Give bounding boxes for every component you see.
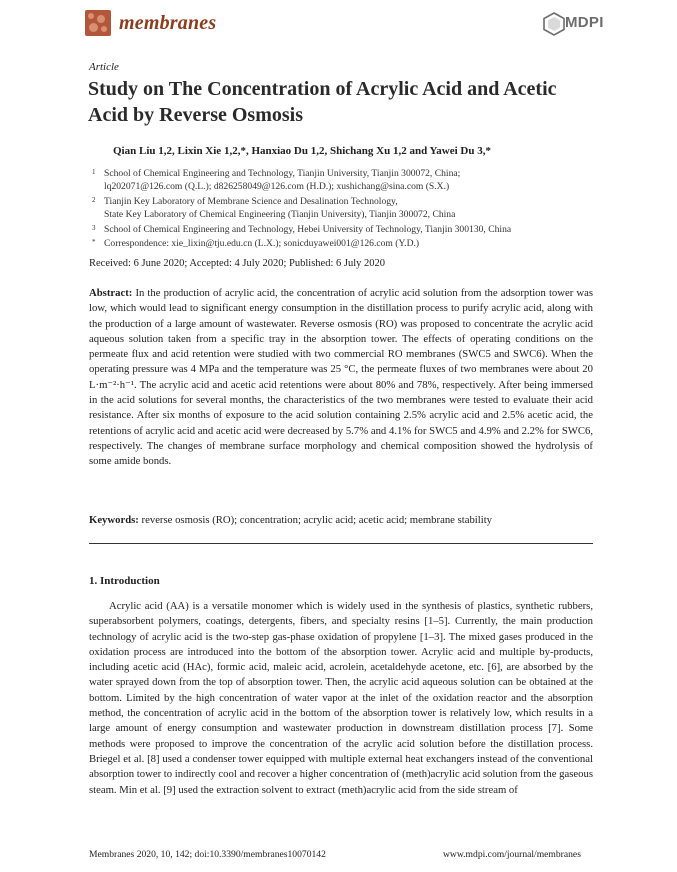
affiliation-line: School of Chemical Engineering and Technology, Tianjin University, Tianjin 300072, China; xyxy=(104,168,461,179)
abstract-text: In the production of acrylic acid, the concentration of acrylic acid solution from the adsorption tower was low, which would lead to significant energy consumption in the distillation process to purify acrylic acid, along with the production of a large amount of wastewater. Reverse osmosis (RO) was proposed to concentrate the acrylic acid aqueous solution taken from a specific tray in the absorption tower. The effects of operating conditions on the permeate flux and acid retention were studied with two commercial RO membranes (SWC5 and SWC6). When the operating pressure was 4 MPa and the temperature was 25 °C, the permeate fluxes of two membranes were about 20 L·m⁻²·h⁻¹. The acrylic acid and acetic acid retentions were about 80% and 78%, respectively. After being immersed in the acid solutions for several months, the characteristics of the two membranes were tested to evaluate their acid resistance. After six months of exposure to the acid solution containing 2.5% acrylic acid and 2.5% acetic acid, the retentions of acrylic acid and acetic acid were decreased by 5.7% and 4.1% for SWC5 and 4.9% and 2.2% for SWC6, respectively. The changes of membrane surface morphology and chemical composition showed the hydrolysis of some amide bonds. xyxy=(89,287,593,468)
affiliation-line: lq202071@126.com (Q.L.); d826258049@126.com (H.D.); xushichang@sina.com (S.X.) xyxy=(104,181,450,193)
article-type: Article xyxy=(89,61,119,73)
abstract xyxy=(89,286,593,470)
affiliation-number: 1 xyxy=(92,168,96,176)
keywords xyxy=(89,514,593,526)
keywords-label: Keywords: xyxy=(89,514,139,526)
footer-url[interactable]: www.mdpi.com/journal/membranes xyxy=(443,849,581,860)
affiliation-1 xyxy=(92,167,461,193)
journal-name: membranes xyxy=(119,12,217,34)
publisher-name: MDPI xyxy=(565,14,604,31)
correspondence-line: Correspondence: xie_lixin@tju.edu.cn (L.X.); sonicduyawei001@126.com (Y.D.) xyxy=(104,238,420,249)
section-heading: 1. Introduction xyxy=(89,575,160,587)
author-list: Qian Liu 1,2, Lixin Xie 1,2,*, Hanxiao Du 1,2, Shichang Xu 1,2 and Yawei Du 3,* xyxy=(113,145,491,157)
intro-paragraph: Acrylic acid (AA) is a versatile monomer which is widely used in the synthesis of plastics, synthetic rubbers, superabsorbent polymers, coatings, detergents, fibers, and specialty resins [1–5]. Currently, the main production technology of acrylic acid is the two-step gas-phase oxidation of propylene [1–3]. The mixed gases produced in the oxidation process are introduced into the bottom of the absorption tower. Acrylic acid and multiple by-products, including acetic acid (HAc), formic acid, maleic acid, acrolein, acetaldehyde acetone, etc. [6], are absorbed by the water sprayed down from the top of absorption tower. Then, the acrylic acid aqueous solution can be obtained at the bottom. Limited by the high concentration of water vapor at the inlet of the oxidation reactor and the absorption method, the concentration of acrylic acid in the bottom of the absorption tower is relatively low, which results in a large amount of energy consumption and wastewater production in downstream distillation process [7]. Some methods were proposed to improve the concentration of the acrylic acid solution before the distillation process. Briegel et al. [8] used a condenser tower equipped with multiple external heat exchangers instead of the conventional absorption tower to indirectly cool and recover a higher concentration of (meth)acrylic acid solution from the gaseous steam. Min et al. [9] used the extraction solvent to extract (meth)acrylic acid from the side stream of xyxy=(89,600,593,796)
divider xyxy=(89,543,593,544)
keywords-text: reverse osmosis (RO); concentration; acrylic acid; acetic acid; membrane stability xyxy=(141,514,493,526)
affiliation-number: 2 xyxy=(92,196,96,204)
affiliation-line: Tianjin Key Laboratory of Membrane Science and Desalination Technology, xyxy=(104,196,398,207)
footer-citation: Membranes 2020, 10, 142; doi:10.3390/membranes10070142 xyxy=(89,849,326,860)
journal-logo-icon xyxy=(85,10,111,36)
publication-dates: Received: 6 June 2020; Accepted: 4 July 2020; Published: 6 July 2020 xyxy=(89,258,386,269)
affiliation-number: * xyxy=(92,238,96,246)
affiliation-3 xyxy=(92,223,512,236)
correspondence xyxy=(92,237,420,250)
article-title: Study on The Concentration of Acrylic Acid and Acetic Acid by Reverse Osmosis xyxy=(88,78,557,126)
affiliation-2 xyxy=(92,195,456,221)
affiliation-line: State Key Laboratory of Chemical Engineering (Tianjin University), Tianjin 300072, China xyxy=(104,209,456,221)
abstract-label: Abstract: xyxy=(89,287,133,299)
affiliation-number: 3 xyxy=(92,224,96,232)
affiliation-line: School of Chemical Engineering and Technology, Hebei University of Technology, Tianjin 300130, China xyxy=(104,224,512,235)
